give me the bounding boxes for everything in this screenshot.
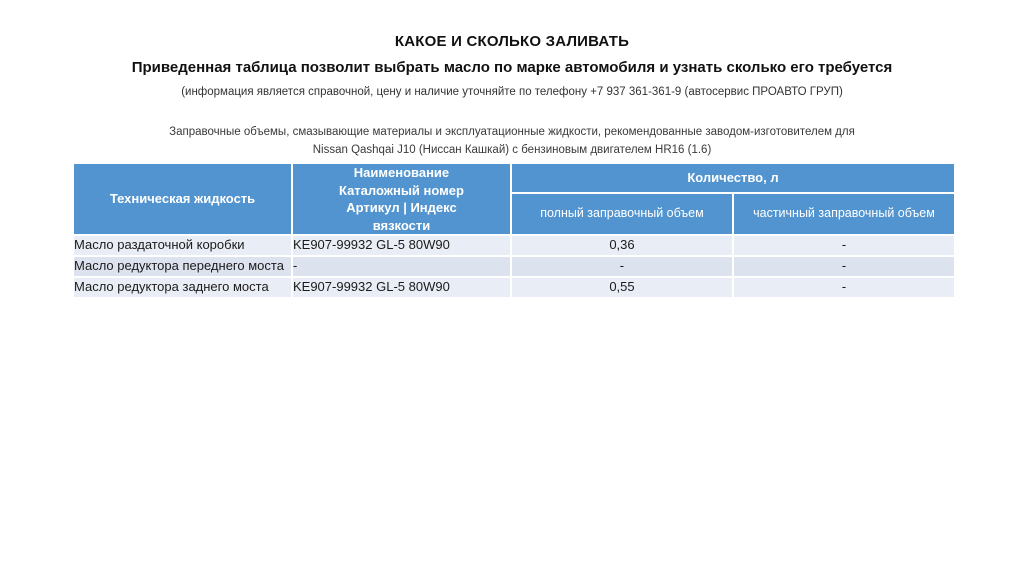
column-header-name-catalog (293, 164, 510, 234)
cell-full: 0,36 (512, 236, 732, 255)
column-header-quantity: Количество, л (512, 164, 954, 192)
column-header-name-catalog-line3: Артикул | Индекс (346, 200, 457, 216)
cell-part: - (293, 257, 510, 276)
cell-full: 0,55 (512, 278, 732, 297)
column-header-name-catalog-line2: Каталожный номер (338, 182, 464, 198)
heading-block (0, 0, 1024, 100)
table-header-row-top (74, 164, 954, 192)
column-header-partial-volume: частичный заправочный объем (734, 194, 954, 235)
table-body (74, 236, 954, 297)
table-row (74, 278, 954, 297)
cell-full: - (512, 257, 732, 276)
cell-partial: - (734, 257, 954, 276)
page-subtitle: Приведенная таблица позволит выбрать масло по марке автомобиля и узнать сколько его требуется (131, 58, 893, 76)
page-title: КАКОЕ И СКОЛЬКО ЗАЛИВАТЬ (394, 33, 630, 50)
column-header-full-volume: полный заправочный объем (512, 194, 732, 235)
cell-part: KE907-99932 GL-5 80W90 (293, 236, 510, 255)
cell-fluid: Масло редуктора переднего моста (74, 257, 291, 276)
table-head (74, 164, 954, 234)
table-row (74, 236, 954, 255)
fluids-table (72, 162, 956, 299)
column-header-name-catalog-line1: Наименование (353, 165, 450, 180)
caption-line-2: Nissan Qashqai J10 (Ниссан Кашкай) с бензиновым двигателем HR16 (1.6) (312, 144, 712, 157)
cell-partial: - (734, 278, 954, 297)
cell-partial: - (734, 236, 954, 255)
cell-fluid: Масло редуктора заднего моста (74, 278, 291, 297)
page-note: (информация является справочной, цену и наличие уточняйте по телефону +7 937 361-361-9 (автосервис ПРОАВТО ГРУП) (181, 85, 843, 98)
caption-line-1: Заправочные объемы, смазывающие материалы и эксплуатационные жидкости, рекомендованные заводом-изготовителем для (169, 126, 855, 139)
table-row (74, 257, 954, 276)
column-header-name-catalog-line4: вязкости (372, 217, 431, 233)
table-caption (82, 124, 942, 160)
cell-fluid: Масло раздаточной коробки (74, 236, 291, 255)
column-header-fluid: Техническая жидкость (74, 164, 291, 234)
cell-part: KE907-99932 GL-5 80W90 (293, 278, 510, 297)
fluids-table-wrap (72, 162, 956, 299)
